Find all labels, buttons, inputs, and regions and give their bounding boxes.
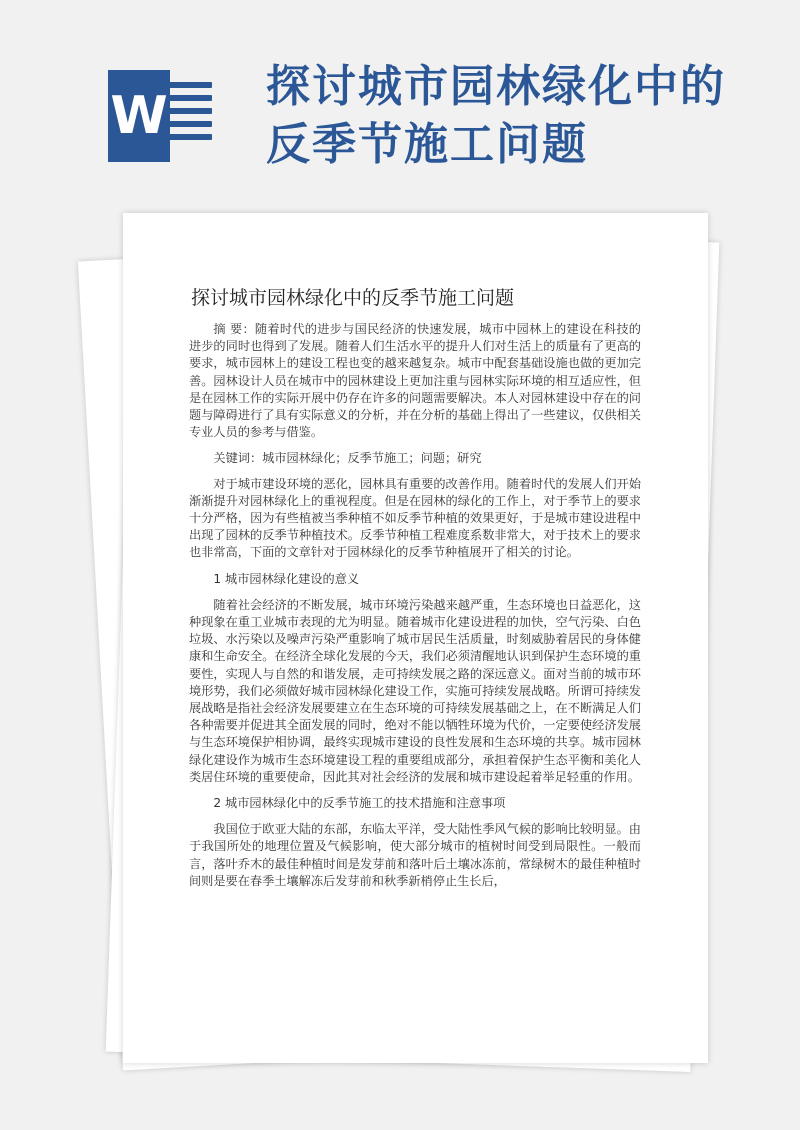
section-2-heading: 2 城市园林绿化中的反季节施工的技术措施和注意事项 [213, 796, 506, 811]
page-title: 探讨城市园林绿化中的反季节施工问题 [266, 61, 726, 170]
section-1-heading: 1 城市园林绿化建设的意义 [213, 571, 360, 586]
keywords-paragraph: 关键词：城市园林绿化；反季节施工；问题；研究 [213, 451, 482, 466]
word-icon-badge: W [108, 70, 170, 162]
document-body [189, 321, 641, 899]
section-1-paragraph: 随着社会经济的不断发展，城市环境污染越来越严重，生态环境也日益恶化，这种现象在重工业城市表现的尤为明显。随着城市化建设进程的加快，空气污染、白色垃圾、水污染以及噪声污染严重影响了城市居民生活质量，时刻威胁着居民的身体健康和生命安全。在经济全球化发展的今天，我们必须清醒地认识到保护生态环境的重要性，实现人与自然的和谐发展，走可持续发展之路的深远意义。面对当前的城市环境形势，我们必须做好城市园林绿化建设工作，实施可持续发展战略。所谓可持续发展战略是指社会经济发展要建立在生态环境的可持续发展基础之上，在不断满足人们各种需要并促进其全面发展的同时，绝对不能以牺牲环境为代价，一定要使经济发展与生态环境保护相协调，最终实现城市建设的良性发展和生态环境的共享。城市园林绿化建设作为城市生态环境建设工程的重要组成部分，承担着保护生态平衡和美化人类居住环境的重要使命，因此其对社会经济的发展和城市建设起着举足轻重的作用。 [189, 597, 641, 784]
abstract-paragraph: 摘 要：随着时代的进步与国民经济的快速发展，城市中园林上的建设在科技的进步的同时也得到了发展。随着人们生活水平的提升人们对生活上的质量有了更高的要求，城市园林上的建设工程也变的越来越复杂。城市中配套基础设施也做的更加完善。园林设计人员在城市中的园林建设上更加注重与园林实际环境的相互适应性，但是在园林工作的实际开展中仍存在许多的问题需要解决。本人对园林建设中存在的问题与障碍进行了具有实际意义的分析，并在分析的基础上得出了一些建议，仅供相关专业人员的参考与借鉴。 [189, 322, 641, 440]
intro-paragraph: 对于城市建设环境的恶化，园林具有重要的改善作用。随着时代的发展人们开始渐渐提升对园林绿化上的重视程度。但是在园林的绿化的工作上，对于季节上的要求十分严格，因为有些植被当季种植不如反季节种植的效果更好，于是城市建设进程中出现了园林的反季节种植技术。反季节种植工程难度系数非常大，对于技术上的要求也非常高，下面的文章针对于园林绿化的反季节种植展开了相关的讨论。 [189, 476, 641, 560]
document-page [123, 213, 708, 1063]
section-2-paragraph: 我国位于欧亚大陆的东部，东临太平洋，受大陆性季风气候的影响比较明显。由于我国所处的地理位置及气候影响，使大部分城市的植树时间受到局限性。一般而言，落叶乔木的最佳种植时间是发芽前和落叶后土壤冰冻前，常绿树木的最佳种植时间则是要在春季土壤解冻后发芽前和秋季新梢停止生长后， [189, 822, 641, 888]
header [0, 0, 800, 205]
document-title: 探讨城市园林绿化中的反季节施工问题 [191, 287, 515, 309]
word-document-icon [108, 70, 216, 162]
